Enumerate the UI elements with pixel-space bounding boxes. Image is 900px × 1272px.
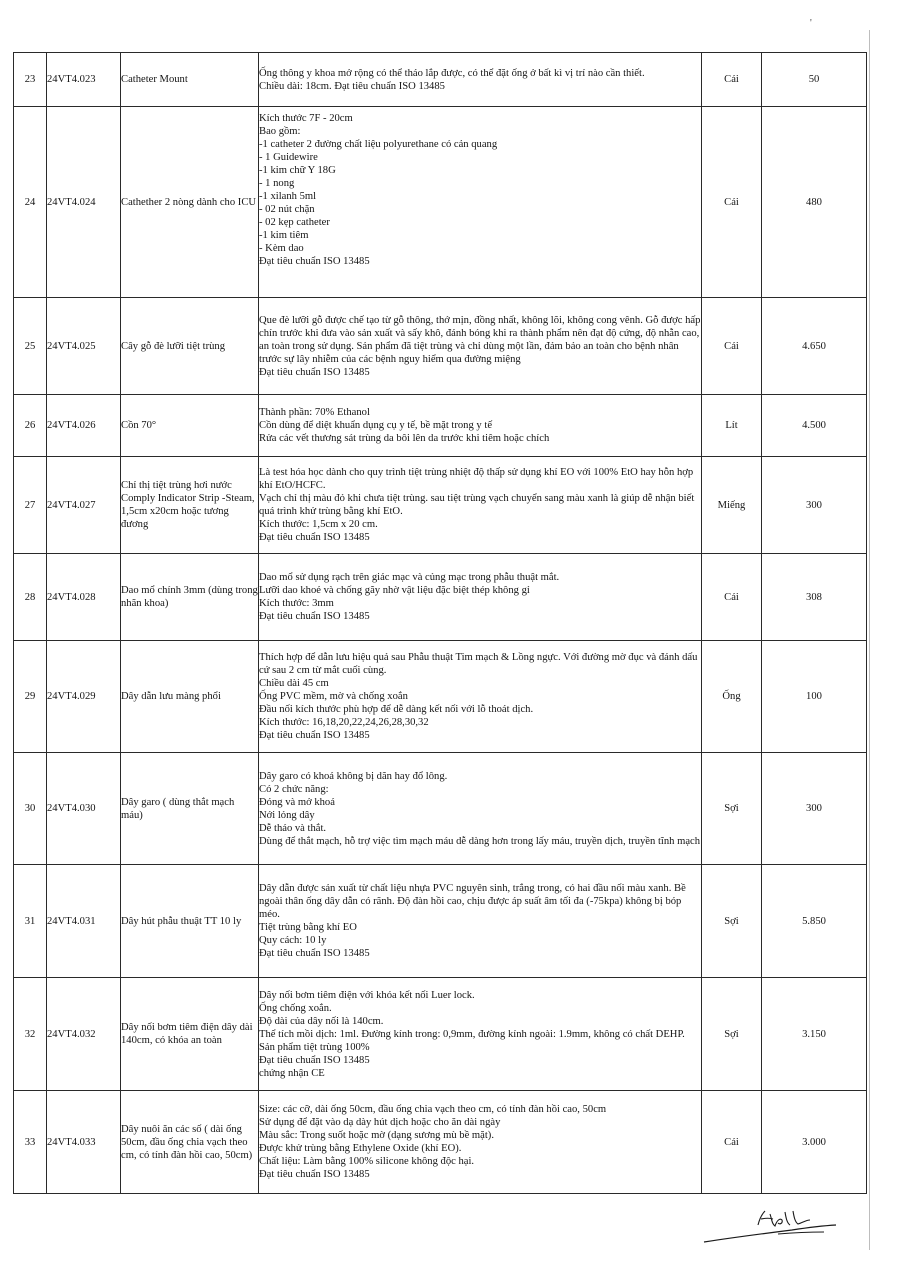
item-code: 24VT4.027 bbox=[47, 457, 121, 554]
item-name: Dây garo ( dùng thắt mạch máu) bbox=[121, 753, 259, 865]
item-name: Cây gỗ đè lưỡi tiệt trùng bbox=[121, 298, 259, 395]
row-number: 27 bbox=[14, 457, 47, 554]
table-row bbox=[14, 865, 867, 978]
item-unit: Lít bbox=[702, 395, 762, 457]
description-line: Kích thước: 3mm bbox=[259, 598, 334, 609]
description-line: -1 catheter 2 đường chất liệu polyurethane có cản quang bbox=[259, 139, 498, 150]
description-line: Độ dài của dây nối là 140cm. bbox=[259, 1015, 384, 1027]
item-code: 24VT4.031 bbox=[47, 865, 121, 978]
description-line: Đạt tiêu chuẩn ISO 13485 bbox=[259, 1169, 370, 1180]
materials-table bbox=[13, 52, 867, 1194]
item-unit: Ống bbox=[702, 641, 762, 753]
item-unit: Miếng bbox=[702, 457, 762, 554]
description-line: Thành phần: 70% Ethanol bbox=[259, 407, 370, 418]
description-line: Đạt tiêu chuẩn ISO 13485 bbox=[259, 256, 370, 267]
item-code: 24VT4.032 bbox=[47, 978, 121, 1091]
item-description bbox=[259, 1091, 702, 1194]
item-description bbox=[259, 395, 702, 457]
description-line: Bao gồm: bbox=[259, 126, 301, 137]
scan-speck: ' bbox=[810, 18, 812, 29]
item-description bbox=[259, 978, 702, 1091]
item-code: 24VT4.029 bbox=[47, 641, 121, 753]
description-line: -1 kim chữ Y 18G bbox=[259, 165, 336, 176]
description-line: Dây dẫn được sản xuất từ chất liệu nhựa PVC nguyên sinh, trắng trong, có hai đầu nối màu xanh. Bề ngoài thân ống dây dẫn có rãnh. Độ đàn hồi cao, chịu được áp suất âm tối đa (-75kpa) không bị bóp méo. bbox=[259, 883, 689, 920]
description-line: Đạt tiêu chuẩn ISO 13485 bbox=[259, 730, 370, 741]
table-row bbox=[14, 753, 867, 865]
description-line: Cồn dùng để diệt khuẩn dụng cụ y tế, bề mặt trong y tế bbox=[259, 420, 493, 431]
item-unit: Sợi bbox=[702, 753, 762, 865]
item-quantity: 300 bbox=[762, 753, 867, 865]
item-quantity: 4.500 bbox=[762, 395, 867, 457]
item-name: Dây dẫn lưu màng phổi bbox=[121, 641, 259, 753]
description-line: Đạt tiêu chuẩn ISO 13485 bbox=[259, 366, 370, 378]
description-line: - 02 kẹp catheter bbox=[259, 217, 330, 228]
item-code: 24VT4.024 bbox=[47, 107, 121, 298]
item-unit: Cái bbox=[702, 554, 762, 641]
item-description bbox=[259, 53, 702, 107]
description-line: Là test hóa học dành cho quy trình tiệt trùng nhiệt độ thấp sử dụng khí EO với 100% EtO hay hỗn hợp khí EtO/HCFC. bbox=[259, 467, 696, 491]
item-unit: Cái bbox=[702, 53, 762, 107]
table-row bbox=[14, 395, 867, 457]
description-line: -1 xilanh 5ml bbox=[259, 191, 317, 202]
description-line: Đạt tiêu chuẩn ISO 13485 bbox=[259, 611, 370, 622]
item-name: Chỉ thị tiệt trùng hơi nước Comply Indicator Strip -Steam, 1,5cm x20cm hoặc tương đương bbox=[121, 457, 259, 554]
item-description bbox=[259, 107, 702, 298]
item-name: Dây nối bơm tiêm điện dây dài 140cm, có khóa an toàn bbox=[121, 978, 259, 1091]
description-line: Thể tích mồi dịch: 1ml. Đường kính trong: 0,9mm, đường kính ngoài: 1.9mm, không có chất DEHP. Sản phẩm tiệt trùng 100% bbox=[259, 1028, 688, 1053]
item-quantity: 100 bbox=[762, 641, 867, 753]
description-line: Đạt tiêu chuẩn ISO 13485 bbox=[259, 532, 370, 543]
description-line: Chất liệu: Làm bằng 100% silicone không độc hại. bbox=[259, 1156, 475, 1167]
description-line: Có 2 chức năng: bbox=[259, 783, 329, 795]
description-line: Được khử trùng bằng Ethylene Oxide (khí EO). bbox=[259, 1143, 462, 1154]
item-quantity: 300 bbox=[762, 457, 867, 554]
description-line: - 02 nút chặn bbox=[259, 204, 315, 215]
item-code: 24VT4.023 bbox=[47, 53, 121, 107]
description-line: Dễ tháo và thắt. bbox=[259, 822, 327, 834]
description-line: Chiều dài: 18cm. Đạt tiêu chuẩn ISO 13485 bbox=[259, 80, 445, 92]
row-number: 23 bbox=[14, 53, 47, 107]
row-number: 30 bbox=[14, 753, 47, 865]
handwritten-signature bbox=[700, 1208, 840, 1248]
description-line: Lưỡi dao khoẻ và chống gãy nhờ vật liệu đặc biệt thép không gỉ bbox=[259, 585, 530, 596]
item-name: Dây nuôi ăn các số ( dài ống 50cm, đầu ống chia vạch theo cm, có tính đàn hồi cao, 50cm) bbox=[121, 1091, 259, 1194]
description-line: Sử dụng để đặt vào dạ dày hút dịch hoặc cho ăn dài ngày bbox=[259, 1117, 501, 1128]
item-name: Catheter Mount bbox=[121, 53, 259, 107]
row-number: 28 bbox=[14, 554, 47, 641]
description-line: Dao mổ sử dụng rạch trên giác mạc và củng mạc trong phẫu thuật mắt. bbox=[259, 572, 560, 583]
row-number: 26 bbox=[14, 395, 47, 457]
item-unit: Sợi bbox=[702, 978, 762, 1091]
scan-edge-line bbox=[869, 30, 870, 1250]
description-line: -1 kim tiêm bbox=[259, 230, 309, 241]
description-line: - Kèm dao bbox=[259, 243, 304, 254]
description-line: Kích thước: 1,5cm x 20 cm. bbox=[259, 519, 378, 530]
item-name: Cồn 70° bbox=[121, 395, 259, 457]
table-row bbox=[14, 53, 867, 107]
item-quantity: 50 bbox=[762, 53, 867, 107]
description-line: Nới lỏng dây bbox=[259, 809, 315, 821]
item-quantity: 3.150 bbox=[762, 978, 867, 1091]
description-line: Size: các cỡ, dài ống 50cm, đầu ống chia vạch theo cm, có tính đàn hồi cao, 50cm bbox=[259, 1104, 607, 1115]
item-name: Cathether 2 nòng dành cho ICU bbox=[121, 107, 259, 298]
description-line: - 1 Guidewire bbox=[259, 152, 318, 163]
table-row bbox=[14, 298, 867, 395]
description-line: Tiệt trùng bằng khí EO bbox=[259, 922, 357, 933]
description-line: Kích thước: 16,18,20,22,24,26,28,30,32 bbox=[259, 717, 429, 728]
row-number: 29 bbox=[14, 641, 47, 753]
item-name: Dây hút phẫu thuật TT 10 ly bbox=[121, 865, 259, 978]
item-quantity: 308 bbox=[762, 554, 867, 641]
item-quantity: 4.650 bbox=[762, 298, 867, 395]
description-line: Chiều dài 45 cm bbox=[259, 678, 329, 689]
item-code: 24VT4.025 bbox=[47, 298, 121, 395]
item-quantity: 3.000 bbox=[762, 1091, 867, 1194]
description-line: Dây garo có khoá không bị dãn hay đổ lông. bbox=[259, 770, 448, 782]
row-number: 33 bbox=[14, 1091, 47, 1194]
item-code: 24VT4.026 bbox=[47, 395, 121, 457]
description-line: Ống thông y khoa mở rộng có thể tháo lắp được, có thể đặt ống ở bất kì vị trí nào cần thiết. bbox=[259, 67, 645, 79]
item-quantity: 5.850 bbox=[762, 865, 867, 978]
description-line: Đạt tiêu chuẩn ISO 13485 bbox=[259, 1054, 370, 1066]
item-code: 24VT4.028 bbox=[47, 554, 121, 641]
table-row bbox=[14, 554, 867, 641]
item-code: 24VT4.033 bbox=[47, 1091, 121, 1194]
description-line: Vạch chỉ thị màu đỏ khi chưa tiệt trùng. sau tiệt trùng vạch chuyển sang màu xanh là giúp dễ nhận biết quá trình khử trùng bằng khí EtO. bbox=[259, 493, 697, 517]
row-number: 25 bbox=[14, 298, 47, 395]
description-line: Kích thước 7F - 20cm bbox=[259, 113, 353, 124]
item-description bbox=[259, 554, 702, 641]
description-line: Dây nối bơm tiêm điện với khóa kết nối Luer lock. bbox=[259, 989, 475, 1001]
description-line: Ống PVC mềm, mờ và chống xoắn bbox=[259, 691, 408, 702]
item-unit: Sợi bbox=[702, 865, 762, 978]
row-number: 24 bbox=[14, 107, 47, 298]
table-row bbox=[14, 107, 867, 298]
item-description bbox=[259, 298, 702, 395]
item-unit: Cái bbox=[702, 298, 762, 395]
item-unit: Cái bbox=[702, 107, 762, 298]
item-name: Dao mổ chính 3mm (dùng trong nhãn khoa) bbox=[121, 554, 259, 641]
table-row bbox=[14, 1091, 867, 1194]
description-line: chứng nhận CE bbox=[259, 1067, 325, 1079]
description-line: Màu sắc: Trong suốt hoặc mờ (dạng sương mù bề mặt). bbox=[259, 1130, 494, 1141]
description-line: - 1 nong bbox=[259, 178, 295, 189]
description-line: Thích hợp để dẫn lưu hiệu quả sau Phẫu thuật Tim mạch & Lồng ngực. Với đường mờ đục và đánh dấu cứ sau 2 cm từ mắt cuối cùng. bbox=[259, 652, 701, 676]
description-line: Đạt tiêu chuẩn ISO 13485 bbox=[259, 948, 370, 959]
description-line: Đầu nối kích thước phù hợp để dễ dàng kết nối với lỗ thoát dịch. bbox=[259, 704, 534, 715]
description-line: Đóng và mở khoá bbox=[259, 796, 335, 808]
item-description bbox=[259, 457, 702, 554]
item-description bbox=[259, 753, 702, 865]
description-line: Que đè lưỡi gỗ được chế tạo từ gỗ thông, thớ mịn, đồng nhất, không lõi, không cong vênh. Gỗ được hấp chín trước khi đưa vào sản xuất và sấy khô, đánh bóng khi ra thành phẩm nên đạt độ cứng, độ nhẵn cao, an toàn trong sử dụng. Sản phẩm đã tiệt trùng và chỉ dùng một lần, đảm bảo an toàn cho bệnh nhân trước sự lây nhiễm của các bệnh nguy hiểm qua đường miệng bbox=[259, 314, 704, 365]
table-row bbox=[14, 641, 867, 753]
description-line: Rửa các vết thương sát trùng da bôi lên da trước khi tiêm hoặc chích bbox=[259, 433, 550, 444]
item-description bbox=[259, 865, 702, 978]
row-number: 32 bbox=[14, 978, 47, 1091]
row-number: 31 bbox=[14, 865, 47, 978]
description-line: Dùng để thắt mạch, hỗ trợ việc tìm mạch máu dễ dàng hơn trong lấy máu, truyền dịch, truyền tĩnh mạch bbox=[259, 835, 701, 847]
item-code: 24VT4.030 bbox=[47, 753, 121, 865]
item-description bbox=[259, 641, 702, 753]
description-line: Ống chống xoắn. bbox=[259, 1002, 332, 1014]
description-line: Quy cách: 10 ly bbox=[259, 935, 327, 946]
table-row bbox=[14, 457, 867, 554]
item-unit: Cái bbox=[702, 1091, 762, 1194]
table-row bbox=[14, 978, 867, 1091]
item-quantity: 480 bbox=[762, 107, 867, 298]
